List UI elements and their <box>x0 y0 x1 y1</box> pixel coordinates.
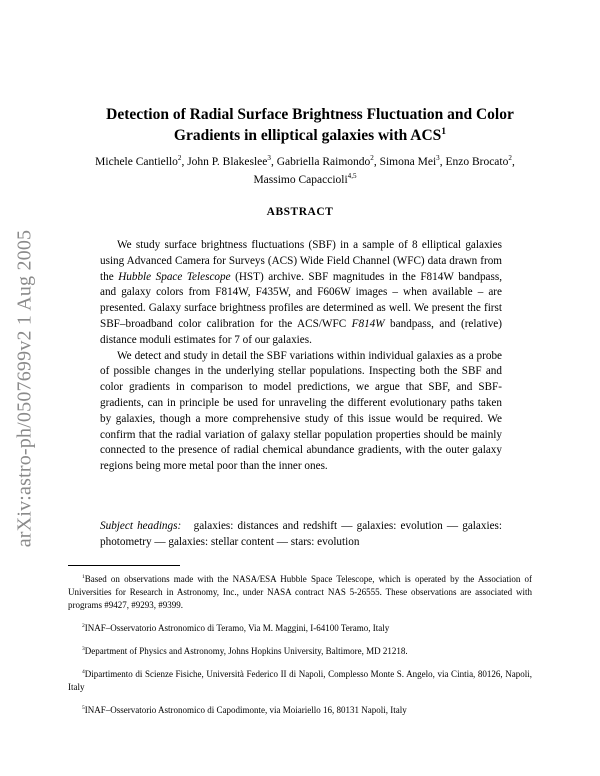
footnote-text: Department of Physics and Astronomy, Johns Hopkins University, Baltimore, MD 21218. <box>84 646 408 656</box>
abstract-text: (HST) archive. SBF magnitudes in the F814W bandpass, and galaxy colors from F814W, F435W, and F606W images – when available – are presented. Galaxy surface brightness profiles are determined as well. We present the first SBF–broadband color calibration for the ACS/WFC <box>100 270 503 330</box>
subject-headings-label: Subject headings: <box>100 520 182 532</box>
author-name: Enzo Brocato <box>445 156 509 168</box>
footnote-text: INAF–Osservatorio Astronomico di Teramo, Via M. Maggini, I-64100 Teramo, Italy <box>84 623 390 633</box>
footnote-text: Dipartimento di Scienze Fisiche, Università Federico II di Napoli, Complesso Monte S. Angelo, via Cintia, 80126, Napoli, Italy <box>68 669 532 692</box>
footnote <box>68 704 532 717</box>
footnote-mark: 1 <box>82 574 85 580</box>
abstract-body <box>100 238 502 475</box>
footnotes <box>68 573 532 727</box>
author-affiliation: 2 <box>370 154 374 163</box>
footnote <box>68 573 532 612</box>
author-affiliation: 3 <box>436 154 440 163</box>
arxiv-sidebar <box>8 0 42 776</box>
title-line-2: Gradients in elliptical galaxies with ACS <box>173 127 442 144</box>
author-affiliation: 2 <box>508 154 512 163</box>
footnote <box>68 622 532 635</box>
title-line-1: Detection of Radial Surface Brightness Fluctuation and Color <box>106 106 514 123</box>
abstract-italic-text: Hubble Space Telescope <box>118 270 231 283</box>
title-footnote-mark: 1 <box>441 125 447 137</box>
paper-title <box>80 104 540 146</box>
abstract-paragraph-1 <box>100 238 502 349</box>
author-name: John P. Blakeslee <box>187 156 268 168</box>
abstract-text: bandpass, and (relative) distance moduli estimates for 7 of our galaxies. <box>100 317 502 346</box>
abstract-heading: ABSTRACT <box>266 206 334 218</box>
footnote-text: INAF–Osservatorio Astronomico di Capodimonte, via Moiariello 16, 80131 Napoli, Italy <box>84 705 407 715</box>
author-list: Michele Cantiello$^2$, John P. Blakeslee$^3$, Gabriella Raimondo$^2$, Simona Mei$^3$, Enzo Brocato$^2$, Massimo Capaccioli$^{4,5}$ <box>95 154 515 186</box>
author-name: Simona Mei <box>379 156 437 168</box>
footnote-mark: 5 <box>82 705 85 711</box>
author-name: Michele Cantiello <box>95 156 178 168</box>
footnote-rule <box>68 565 180 566</box>
author-affiliation: 2 <box>177 154 182 163</box>
footnote-mark: 4 <box>82 669 85 675</box>
footnote-text: Based on observations made with the NASA/ESA Hubble Space Telescope, which is operated by the Association of Universities for Research in Astronomy, Inc., under NASA contract NAS 5-26555. These observations are associated with programs #9427, #9293, #9399. <box>68 574 532 610</box>
author-affiliation: 3 <box>267 154 271 163</box>
author-affiliation: 4,5 <box>347 172 357 181</box>
footnote-mark: 2 <box>82 623 85 629</box>
footnote <box>68 645 532 658</box>
abstract-text: We study surface brightness fluctuations (SBF) in a sample of 8 elliptical galaxies using Advanced Camera for Surveys (ACS) Wide Field Channel (WFC) data drawn from the <box>100 239 502 283</box>
abstract-italic-text: F814W <box>351 317 385 330</box>
author-name: Massimo Capaccioli <box>253 174 348 186</box>
author-name: Gabriella Raimondo <box>276 156 371 168</box>
subject-headings <box>100 519 502 551</box>
subject-headings-text: galaxies: distances and redshift — galaxies: evolution — galaxies: photometry — galaxies: stellar content — stars: evolution <box>100 520 502 548</box>
footnote <box>68 668 532 694</box>
arxiv-identifier: arXiv:astro-ph/0507699v2 1 Aug 2005 <box>13 229 36 547</box>
footnote-mark: 3 <box>82 646 85 652</box>
abstract-paragraph-2: We detect and study in detail the SBF variations within individual galaxies as a probe of possible changes in the underlying stellar populations. Inspecting both the SBF and color gradients in comparison to model predictions, we argue that SBF, and SBF-gradients, can in principle be used for unraveling the different evolutionary paths taken by galaxies, though a more comprehensive study of this issue would be required. We confirm that the radial variation of galaxy stellar population properties should be mainly connected to the presence of radial chemical abundance gradients, with the outer galaxy regions being more metal poor than the inner ones. <box>100 349 502 473</box>
